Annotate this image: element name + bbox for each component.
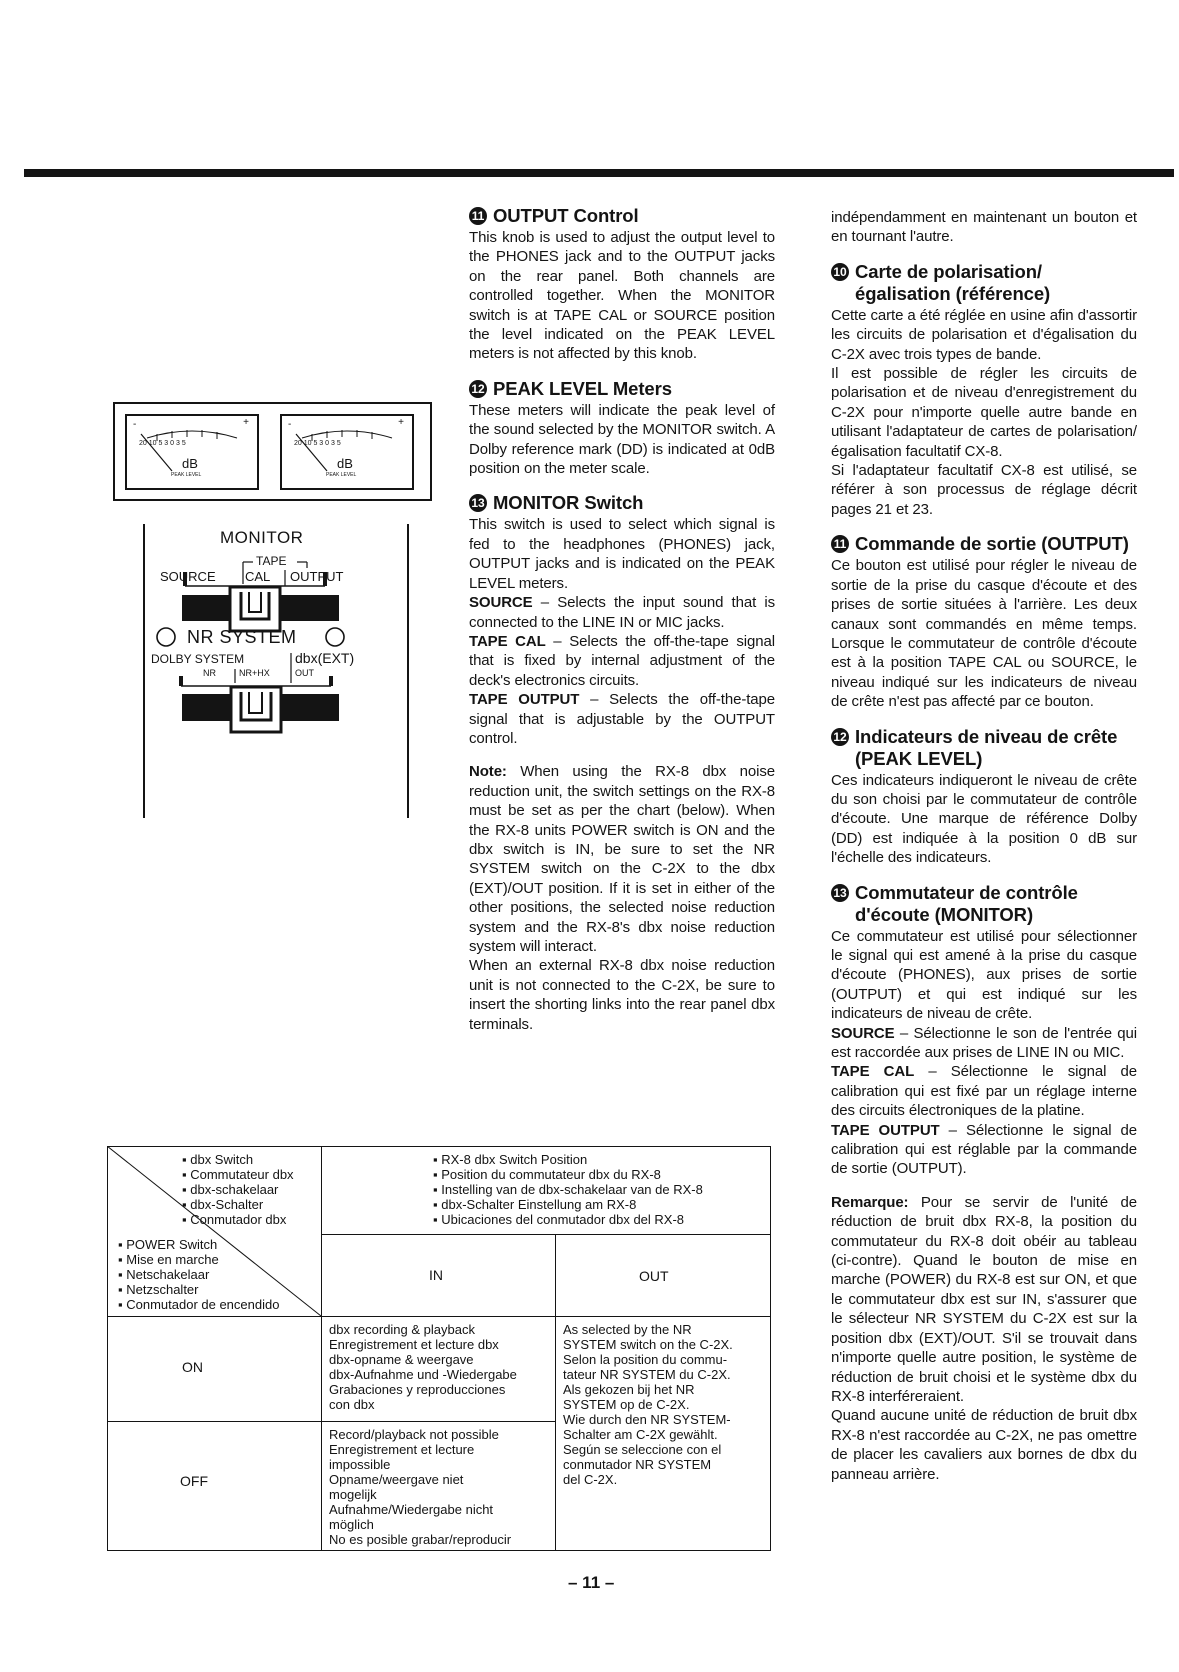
on-row-label: ON	[182, 1359, 203, 1375]
label-line: ▪ Netzschalter	[118, 1282, 199, 1297]
left-meter	[125, 414, 259, 490]
on-in-cell: dbx recording & playback Enregistrement et lecture dbx dbx-opname & weergave dbx-Aufnahme und -Wiedergabe Grabaciones y reproducciones con dbx	[329, 1322, 517, 1412]
output-label: OUTPUT	[290, 569, 344, 584]
meter-scale-text: 20 10 5 3 0 3 5	[139, 440, 186, 447]
number-badge: 12	[831, 728, 849, 746]
number-badge: 13	[831, 884, 849, 902]
meter-sub: PEAK LEVEL	[171, 472, 202, 478]
keyword: TAPE CAL	[831, 1063, 915, 1081]
label-line: ▪ dbx Switch	[182, 1152, 254, 1167]
paragraph-text: Pour se servir de l'unité de réduction de bruit dbx RX-8, la position du commutateur du RX-8 doit obéir au tableau (ci-contre). Quand le bouton de mise en marche (POWER) du RX-8 est sur ON, et que le commutateur dbx est sur IN, s'assurer que le sélecteur NR SYSTEM du C-2X est sur la position dbx (EXT)/OUT. S'il se trouvait dans n'importe quelle autre position, le système de réduction de bruit choisi et le système dbx du RX-8 interféreraient.	[831, 1193, 1137, 1405]
dolby-system-label: DOLBY SYSTEM	[151, 652, 245, 666]
switch-panel-figure	[143, 524, 409, 818]
label-line: ▪ POWER Switch	[118, 1237, 218, 1252]
label-line: ▪ dbx-Schalter Einstellung am RX-8	[433, 1197, 637, 1212]
section-heading	[469, 492, 775, 514]
meter-minus: -	[288, 419, 292, 430]
number-badge: 10	[831, 263, 849, 281]
paragraph: Quand aucune unité de réduction de bruit dbx RX-8 n'est raccordée au C-2X, ne pas omettre de placer les cavaliers aux bornes de dbx du panneau arrière.	[831, 1407, 1137, 1483]
label-line: ▪ Mise en marche	[118, 1252, 219, 1267]
heading-text: Carte de polarisation/égalisation (référence)	[855, 260, 1051, 304]
meter-sub: PEAK LEVEL	[326, 472, 357, 478]
paragraph	[831, 1121, 1137, 1179]
label-line: ▪ Position du commutateur dbx du RX-8	[433, 1167, 661, 1182]
paragraph	[469, 632, 775, 690]
paragraph: Ce commutateur est utilisé pour sélectionner le signal qui est amené à la prise du casque d'écoute (PHONES), aux prises de sortie (OUTPUT) et qui est indiqué sur les indicateurs de niveau de crête.	[831, 927, 1137, 1023]
heading-text: MONITOR Switch	[493, 492, 644, 514]
in-header: IN	[429, 1267, 443, 1283]
label-line: ▪ Ubicaciones del conmutador dbx del RX-8	[433, 1212, 685, 1227]
paragraph: Si l'adaptateur facultatif CX-8 est utilisé, se référer à son processus de réglage décrit pages 21 et 23.	[831, 462, 1137, 518]
paragraph-text: – Selects the input sound that is connected to the LINE IN or MIC jacks.	[469, 594, 775, 631]
heading-text: Indicateurs de niveau de crête (PEAK LEVEL)	[855, 725, 1118, 769]
cal-label: CAL	[245, 569, 271, 584]
out-header: OUT	[639, 1268, 669, 1284]
heading-text: Commande de sortie (OUTPUT)	[855, 533, 1129, 555]
rx8-position-labels	[433, 1152, 703, 1227]
label-line: ▪ Commutateur dbx	[182, 1167, 294, 1182]
number-badge: 11	[469, 207, 487, 225]
number-badge: 12	[469, 380, 487, 398]
keyword: TAPE OUTPUT	[831, 1121, 940, 1139]
off-in-cell: Record/playback not possible Enregistrement et lecture impossible Opname/weergave niet mogelijk Aufnahme/Wiedergabe nicht möglich No es posible grabar/reproducir	[329, 1427, 512, 1547]
paragraph-text: – Sélectionne le son de l'entrée qui est raccordée aux prises de LINE IN ou MIC.	[831, 1024, 1137, 1061]
keyword: SOURCE	[831, 1024, 895, 1042]
heading-text: Commutateur de contrôle d'écoute (MONITOR)	[855, 881, 1078, 925]
label-line: ▪ Conmutador dbx	[182, 1212, 287, 1227]
keyword: TAPE CAL	[469, 632, 546, 650]
paragraph	[469, 593, 775, 632]
source-label: SOURCE	[160, 569, 216, 584]
out-cell: As selected by the NR SYSTEM switch on the C-2X. Selon la position du commu- tateur NR SYSTEM du C-2X. Als gekozen bij het NR SYSTEM op de C-2X. Wie durch den NR SYSTEM- Schalter am C-2X gewählt. Según se seleccione con el conmutador NR SYSTEM del C-2X.	[563, 1322, 733, 1487]
section-heading	[831, 533, 1137, 555]
paragraph	[831, 1193, 1137, 1406]
peak-level-meters-figure	[113, 402, 432, 501]
nr-system-label: NR SYSTEM	[187, 627, 297, 647]
paragraph: This switch is used to select which signal is fed to the headphones (PHONES) jack, OUTPUT jacks and is indicated on the PEAK LEVEL meters.	[469, 516, 775, 592]
keyword: Note:	[469, 763, 507, 781]
heading-text: PEAK LEVEL Meters	[493, 377, 672, 399]
label-line: ▪ Instelling van de dbx-schakelaar van de RX-8	[433, 1182, 703, 1197]
paragraph: These meters will indicate the peak level of the sound selected by the MONITOR switch. A Dolby reference mark (DD) is indicated at 0dB position on the meter scale.	[469, 401, 775, 478]
label-line: ▪ dbx-Schalter	[182, 1197, 264, 1212]
paragraph	[469, 762, 775, 956]
right-column	[831, 208, 1137, 1484]
monitor-label: MONITOR	[220, 528, 304, 547]
power-switch-labels	[118, 1237, 279, 1312]
paragraph	[831, 1062, 1137, 1120]
tape-label: TAPE	[256, 554, 287, 568]
section-heading	[469, 378, 775, 400]
paragraph-text: – Selects the off-the-tape signal that is fixed by internal adjustment of the deck's electronics circuits.	[469, 632, 775, 689]
paragraph-text: When using the RX-8 dbx noise reduction unit, the switch settings on the RX-8 must be set as per the chart (below). When the RX-8 units POWER switch is ON and the dbx switch is IN, be sure to set the NR SYSTEM switch on the C-2X to the dbx (EXT)/OUT position. If it is set in either of the other positions, the selected noise reduction system and the RX-8's dbx noise reduction system will interact.	[469, 763, 775, 955]
heading-text: OUTPUT Control	[493, 205, 639, 226]
keyword: TAPE OUTPUT	[469, 691, 580, 709]
dbx-switch-labels	[182, 1152, 294, 1227]
top-rule	[24, 169, 1174, 177]
meter-db: dB	[337, 456, 353, 471]
paragraph: When an external RX-8 dbx noise reduction unit is not connected to the C-2X, be sure to insert the shorting links into the rear panel dbx terminals.	[469, 957, 775, 1033]
label-line: ▪ dbx-schakelaar	[182, 1182, 279, 1197]
meter-minus: -	[133, 419, 137, 430]
number-badge: 13	[469, 494, 487, 512]
paragraph: Il est possible de régler les circuits de polarisation et de niveau d'enregistrement du C-2X pour n'importe quelle autre bande en utilisant l'adaptateur de cartes de polarisation/égalisation facultatif CX-8.	[831, 365, 1137, 460]
paragraph-text: – Sélectionne le signal de calibration qui est réglable par la commande de sortie (OUTPUT).	[831, 1121, 1137, 1178]
meter-db: dB	[182, 456, 198, 471]
paragraph: This knob is used to adjust the output level to the PHONES jack and to the OUTPUT jacks on the rear panel. Both channels are controlled together. When the MONITOR switch is at TAPE CAL or SOURCE position the level indicated on the PEAK LEVEL meters is not affected by this knob.	[469, 229, 775, 363]
dbx-settings-table	[107, 1146, 771, 1551]
section-heading	[831, 726, 1137, 770]
section-heading	[469, 205, 775, 227]
section-heading	[831, 882, 1137, 926]
paragraph: Ces indicateurs indiqueront le niveau de crête du son choisi par le commutateur de contrôle d'écoute. Une marque de référence Dolby (DD) est indiquée à la position 0 dB sur l'échelle des indicateurs.	[831, 771, 1137, 867]
meter-plus: +	[243, 417, 249, 428]
keyword: Remarque:	[831, 1193, 909, 1211]
keyword: SOURCE	[469, 594, 533, 612]
off-row-label: OFF	[180, 1473, 208, 1489]
paragraph-text: – Sélectionne le signal de calibration qui est fixé par un réglage interne des circuits électroniques de la platine.	[831, 1063, 1137, 1120]
paragraph-text: – Selects the off-the-tape signal that is adjustable by the OUTPUT control.	[469, 691, 776, 747]
paragraph	[831, 1024, 1137, 1063]
nrhx-label: NR+HX	[239, 668, 270, 678]
label-line: ▪ RX-8 dbx Switch Position	[433, 1152, 588, 1167]
meter-scale-text: 20 10 5 3 0 3 5	[294, 440, 341, 447]
section-heading	[831, 261, 1137, 305]
meter-plus: +	[398, 417, 404, 428]
center-column	[469, 205, 775, 1034]
right-meter	[280, 414, 414, 490]
paragraph: indépendamment en maintenant un bouton et en tournant l'autre.	[831, 209, 1137, 246]
nr-label: NR	[203, 668, 216, 678]
paragraph: Ce bouton est utilisé pour régler le niveau de sortie de la prise du casque d'écoute et des prises de sortie situées à l'arrière. Les deux canaux sont commandés en même temps. Lorsque le commutateur de contrôle d'écoute est à la position TAPE CAL ou SOURCE, le niveau indiqué sur les indicateurs de niveau de crête n'est pas affecté par ce bouton.	[831, 557, 1137, 711]
paragraph	[469, 690, 775, 748]
dbx-ext-label: dbx(EXT)	[295, 650, 355, 666]
label-line: ▪ Conmutador de encendido	[118, 1297, 280, 1312]
label-line: ▪ Netschakelaar	[118, 1267, 210, 1282]
number-badge: 11	[831, 535, 849, 553]
out-label: OUT	[295, 668, 314, 678]
paragraph: Cette carte a été réglée en usine afin d'assortir les circuits de polarisation et d'égalisation du C-2X avec trois types de bande.	[831, 306, 1137, 363]
page-number: – 11 –	[568, 1573, 615, 1592]
